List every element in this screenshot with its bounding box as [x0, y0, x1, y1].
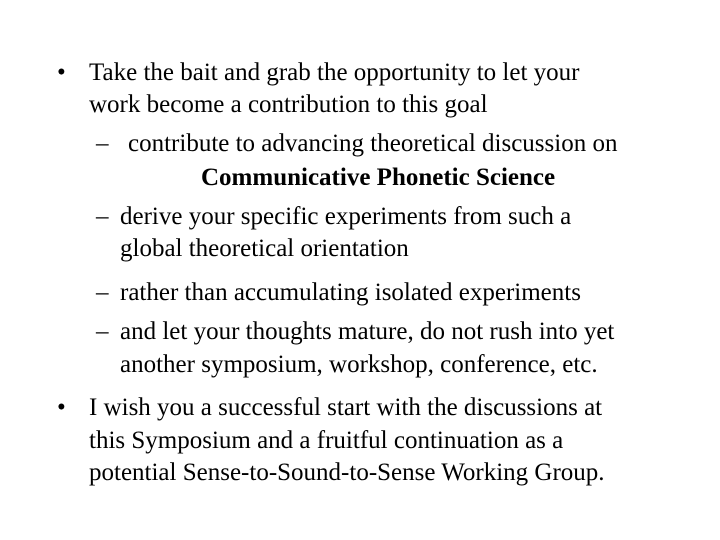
bullet-2-line-2: this Symposium and a fruitful continuation as a — [89, 427, 564, 454]
dash-icon: – — [96, 203, 109, 230]
bullet-2-line-3: potential Sense-to-Sound-to-Sense Working Group. — [89, 459, 605, 486]
subitem-1-emphasis: Communicative Phonetic Science — [201, 164, 556, 191]
bullet-dot-icon: • — [57, 59, 66, 86]
bullet-1-line-1: Take the bait and grab the opportunity to let your — [89, 59, 580, 86]
subitem-4-line-2: another symposium, workshop, conference, etc. — [120, 351, 598, 378]
bullet-2-line-1: I wish you a successful start with the discussions at — [89, 394, 603, 421]
dash-icon: – — [96, 279, 109, 306]
bullet-1-line-2: work become a contribution to this goal — [89, 91, 488, 118]
subitem-2-line-2: global theoretical orientation — [120, 235, 409, 262]
subitem-2-line-1: derive your specific experiments from such a — [120, 203, 572, 230]
subitem-1-line-1: contribute to advancing theoretical discussion on — [128, 130, 618, 157]
dash-icon: – — [96, 130, 109, 157]
subitem-4-line-1: and let your thoughts mature, do not rush into yet — [120, 318, 615, 345]
dash-icon: – — [96, 318, 109, 345]
subitem-3-line-1: rather than accumulating isolated experiments — [120, 279, 581, 306]
bullet-dot-icon: • — [57, 394, 66, 421]
